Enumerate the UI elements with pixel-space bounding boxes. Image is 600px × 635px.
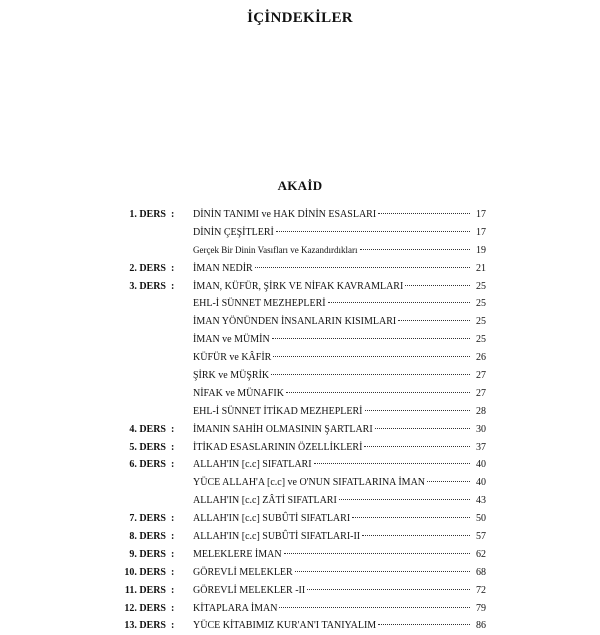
entry-title: ALLAH'IN [c.c] SIFATLARI	[193, 459, 312, 471]
toc-row	[114, 456, 486, 474]
toc-entry	[193, 260, 486, 278]
toc-row	[114, 295, 486, 313]
lesson-number: 4. DERS	[129, 423, 166, 435]
section-title: AKAİD	[277, 178, 323, 193]
lesson-number: 1. DERS	[129, 209, 166, 220]
entry-title: EHL-İ SÜNNET MEZHEPLERİ	[193, 298, 326, 310]
toc-entry	[193, 367, 486, 385]
toc-row	[114, 528, 486, 546]
toc-entry	[193, 492, 486, 510]
lesson-separator: :	[171, 531, 175, 543]
toc-row	[114, 260, 486, 278]
toc-row	[114, 367, 486, 385]
page-number: 27	[476, 370, 486, 382]
toc-entry	[193, 331, 486, 349]
toc-row	[114, 582, 486, 600]
lesson-separator: :	[171, 620, 175, 632]
page-number: 37	[476, 441, 486, 453]
toc-row	[114, 421, 486, 439]
lesson-separator: :	[171, 280, 175, 292]
toc-entry	[193, 582, 486, 600]
dot-leader	[279, 607, 470, 608]
lesson-separator: :	[171, 584, 175, 596]
lesson-separator: :	[171, 209, 175, 220]
dot-leader	[365, 410, 470, 411]
toc-entry	[193, 600, 486, 618]
page-number: 19	[476, 244, 486, 256]
entry-title: ALLAH'IN [c.c] SUBÛTİ SIFATLARI-II	[193, 531, 361, 543]
toc-entry	[193, 421, 486, 439]
entry-title: NİFAK ve MÜNAFIK	[193, 387, 284, 399]
dot-leader	[272, 338, 470, 339]
toc-entry	[193, 206, 486, 224]
dot-leader	[375, 428, 470, 429]
toc-row	[114, 242, 486, 260]
page-number: 68	[476, 566, 486, 578]
toc-row	[114, 278, 486, 296]
entry-title: Gerçek Bir Dinin Vasıfları ve Kazandırdıkları	[193, 244, 358, 255]
dot-leader	[314, 463, 470, 464]
toc-row	[114, 331, 486, 349]
dot-leader	[295, 571, 470, 572]
dot-leader	[328, 302, 470, 303]
lesson-separator: :	[171, 513, 175, 525]
page-number: 43	[476, 495, 486, 507]
toc-entry	[193, 278, 486, 296]
entry-title: İTİKAD ESASLARININ ÖZELLİKLERİ	[193, 441, 363, 453]
page-number: 25	[476, 334, 486, 346]
dot-leader	[398, 320, 470, 321]
entry-title: İMANIN SAHİH OLMASININ ŞARTLARI	[193, 423, 373, 435]
page-title: İÇİNDEKİLER	[247, 10, 353, 26]
toc-entry	[193, 295, 486, 313]
page-number: 50	[476, 513, 486, 525]
entry-title: İMAN YÖNÜNDEN İNSANLARIN KISIMLARI	[193, 316, 397, 328]
entry-title: GÖREVLİ MELEKLER -II	[193, 584, 306, 596]
dot-leader	[427, 481, 470, 482]
page-number: 62	[476, 548, 486, 560]
page-number: 28	[476, 405, 486, 417]
page-number: 25	[476, 316, 486, 328]
lesson-number: 6. DERS	[129, 459, 166, 471]
entry-title: DİNİN TANIMI ve HAK DİNİN ESASLARI	[193, 209, 377, 220]
lesson-separator: :	[171, 459, 175, 471]
entry-title: İMAN NEDİR	[193, 262, 253, 274]
toc-entry	[193, 403, 486, 421]
page-number: 30	[476, 423, 486, 435]
toc-entry	[193, 510, 486, 528]
lesson-number: 5. DERS	[129, 441, 166, 453]
entry-title: DİNİN ÇEŞİTLERİ	[193, 226, 274, 238]
toc-row	[114, 206, 486, 224]
lesson-number: 8. DERS	[129, 531, 166, 543]
dot-leader	[284, 553, 470, 554]
lesson-separator: :	[171, 566, 175, 578]
toc-entry	[193, 439, 486, 457]
lesson-number: 2. DERS	[129, 262, 166, 274]
toc-entry	[193, 474, 486, 492]
toc-entry	[193, 456, 486, 474]
page-number: 17	[476, 226, 486, 238]
lesson-separator: :	[171, 262, 175, 274]
toc-row	[114, 313, 486, 331]
entry-title: KİTAPLARA İMAN	[193, 602, 278, 614]
lesson-separator: :	[171, 548, 175, 560]
page-number: 26	[476, 352, 486, 364]
toc-row	[114, 600, 486, 618]
toc-entry	[193, 546, 486, 564]
dot-leader	[364, 446, 470, 447]
dot-leader	[378, 213, 470, 214]
toc-entry	[193, 349, 486, 367]
page-number: 25	[476, 280, 486, 292]
entry-title: EHL-İ SÜNNET İTİKAD MEZHEPLERİ	[193, 405, 363, 417]
dot-leader	[271, 374, 470, 375]
toc-row	[114, 564, 486, 582]
toc-entry	[193, 617, 486, 635]
dot-leader	[286, 392, 470, 393]
lesson-number: 7. DERS	[129, 513, 166, 525]
toc-row	[114, 224, 486, 242]
toc-row	[114, 617, 486, 635]
entry-title: İMAN ve MÜMİN	[193, 334, 270, 346]
lesson-number: 3. DERS	[129, 280, 166, 292]
dot-leader	[360, 249, 470, 250]
page-number: 17	[476, 209, 486, 220]
toc-entry	[193, 224, 486, 242]
page-number: 86	[476, 620, 486, 632]
toc-row	[114, 474, 486, 492]
dot-leader	[339, 499, 470, 500]
page-number: 25	[476, 298, 486, 310]
toc-row	[114, 439, 486, 457]
dot-leader	[307, 589, 470, 590]
toc-entry	[193, 313, 486, 331]
entry-title: YÜCE KİTABIMIZ KUR'AN'I TANIYALIM	[193, 620, 377, 632]
entry-title: İMAN, KÜFÜR, ŞİRK VE NİFAK KAVRAMLARI	[193, 280, 404, 292]
page-number: 40	[476, 459, 486, 471]
dot-leader	[362, 535, 470, 536]
page-number: 40	[476, 477, 486, 489]
toc-row	[114, 510, 486, 528]
toc-row	[114, 349, 486, 367]
toc-row	[114, 492, 486, 510]
entry-title: GÖREVLİ MELEKLER	[193, 566, 293, 578]
page-number: 72	[476, 584, 486, 596]
toc-entry	[193, 528, 486, 546]
toc-entry	[193, 564, 486, 582]
entry-title: ALLAH'IN [c.c] ZÂTİ SIFATLARI	[193, 495, 337, 507]
entry-title: YÜCE ALLAH'A [c.c] ve O'NUN SIFATLARINA İMAN	[193, 477, 426, 489]
toc-row	[114, 546, 486, 564]
page-number: 27	[476, 387, 486, 399]
toc-row	[114, 403, 486, 421]
lesson-separator: :	[171, 441, 175, 453]
toc-entry	[193, 385, 486, 403]
page-number: 79	[476, 602, 486, 614]
lesson-number: 9. DERS	[129, 548, 166, 560]
entry-title: KÜFÜR ve KÂFİR	[193, 352, 272, 364]
lesson-number: 11. DERS	[124, 584, 166, 596]
entry-title: ŞİRK ve MÜŞRİK	[193, 370, 270, 382]
toc-entry	[193, 242, 486, 260]
toc-row	[114, 385, 486, 403]
dot-leader	[352, 517, 470, 518]
table-of-contents	[114, 206, 486, 635]
lesson-number: 10. DERS	[124, 566, 166, 578]
lesson-separator: :	[171, 423, 175, 435]
dot-leader	[273, 356, 470, 357]
entry-title: MELEKLERE İMAN	[193, 548, 282, 560]
dot-leader	[378, 624, 470, 625]
page-number: 21	[476, 262, 486, 274]
page-number: 57	[476, 531, 486, 543]
dot-leader	[276, 231, 470, 232]
entry-title: ALLAH'IN [c.c] SUBÛTİ SIFATLARI	[193, 513, 351, 525]
lesson-number: 12. DERS	[124, 602, 166, 614]
dot-leader	[255, 267, 470, 268]
dot-leader	[405, 285, 470, 286]
lesson-number: 13. DERS	[124, 620, 166, 632]
lesson-separator: :	[171, 602, 175, 614]
